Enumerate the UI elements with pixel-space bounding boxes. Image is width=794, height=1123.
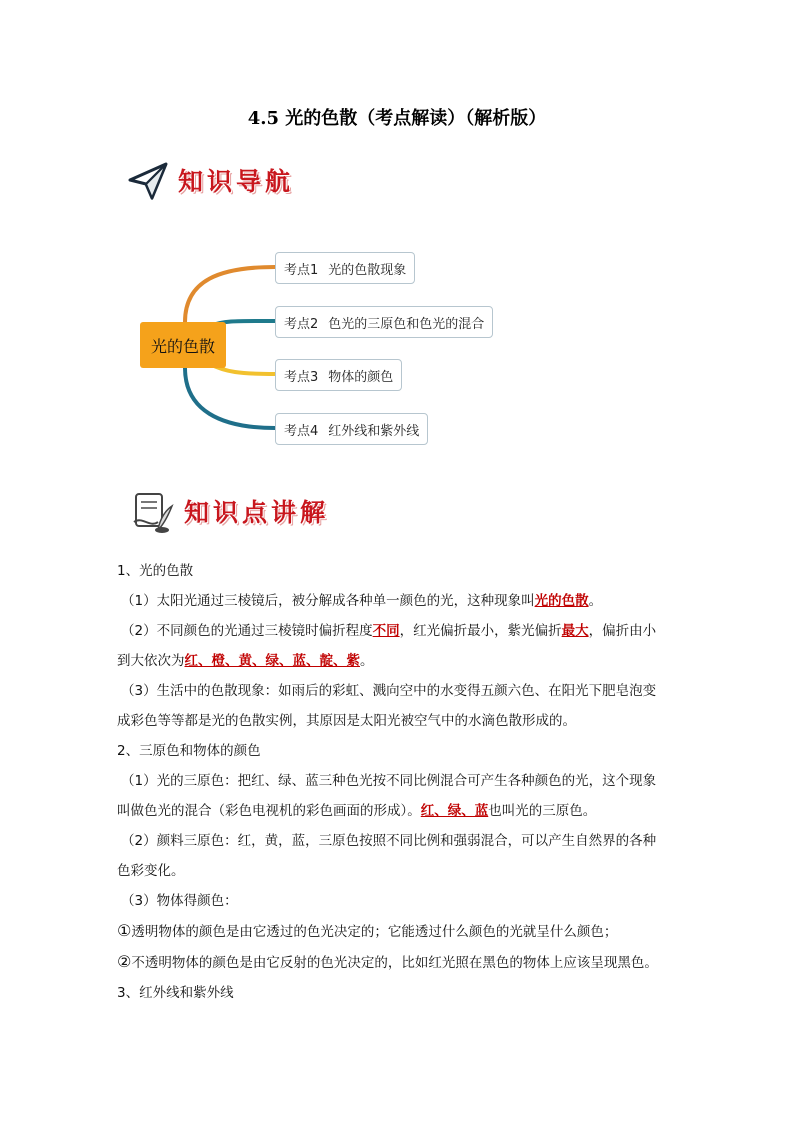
highlight-term: 不同 — [372, 623, 400, 639]
branch-text: 光的色散现象 — [328, 262, 407, 278]
section-2-heading: 2、三原色和物体的颜色 — [117, 743, 261, 759]
paragraph: 色彩变化。 — [117, 863, 185, 879]
circled-number: ① — [117, 921, 132, 940]
paragraph: 叫做色光的混合（彩色电视机的彩色画面的形成）。红、绿、蓝也叫光的三原色。 — [117, 803, 597, 819]
mindmap — [130, 240, 510, 450]
mindmap-center-node: 光的色散 — [140, 322, 226, 368]
paragraph: （2）不同颜色的光通过三棱镜时偏折程度不同，红光偏折最小，紫光偏折最大，偏折由小 — [121, 623, 657, 639]
highlight-term: 最大 — [561, 623, 589, 639]
mindmap-branch-2 — [275, 306, 493, 338]
paragraph: （3）生活中的色散现象：如雨后的彩虹、溅向空中的水变得五颜六色、在阳光下肥皂泡变 — [121, 683, 657, 699]
mindmap-branch-1 — [275, 252, 415, 284]
mindmap-branch-4 — [275, 413, 428, 445]
branch-number: 考点1 — [284, 262, 319, 278]
highlight-term: 红、橙、黄、绿、蓝、靛、紫 — [184, 653, 360, 669]
branch-number: 考点2 — [284, 316, 319, 332]
knowledge-banner-label: 知识点讲解 — [184, 498, 330, 527]
nav-banner — [128, 160, 294, 200]
section-3-heading: 3、红外线和紫外线 — [117, 985, 234, 1001]
mindmap-branch-3 — [275, 359, 402, 391]
page-title: 4.5 光的色散（考点解读）（解析版） — [247, 108, 547, 129]
section-1-heading: 1、光的色散 — [117, 563, 194, 579]
paragraph: （3）物体得颜色： — [121, 893, 238, 909]
highlight-term: 光的色散 — [534, 593, 589, 609]
branch-text: 物体的颜色 — [328, 369, 394, 385]
list-item: ①透明物体的颜色是由它透过的色光决定的；它能透过什么颜色的光就呈什么颜色； — [117, 921, 618, 940]
content-body — [117, 556, 677, 1008]
list-item: ②不透明物体的颜色是由它反射的色光决定的，比如红光照在黑色的物体上应该呈现黑色。 — [117, 952, 658, 971]
circled-number: ② — [117, 952, 132, 971]
branch-text: 色光的三原色和色光的混合 — [328, 316, 485, 332]
branch-number: 考点3 — [284, 369, 319, 385]
highlight-term: 红、绿、蓝 — [420, 803, 489, 819]
paragraph: 成彩色等等都是光的色散实例，其原因是太阳光被空气中的水滴色散形成的。 — [117, 713, 576, 729]
paper-plane-icon — [128, 160, 168, 200]
branch-number: 考点4 — [284, 423, 319, 439]
paragraph: （1）太阳光通过三棱镜后，被分解成各种单一颜色的光，这种现象叫光的色散。 — [121, 593, 603, 609]
paragraph: 到大依次为红、橙、黄、绿、蓝、靛、紫。 — [117, 653, 374, 669]
knowledge-banner — [128, 488, 329, 534]
scroll-quill-icon — [128, 488, 174, 534]
branch-text: 红外线和紫外线 — [328, 423, 420, 439]
nav-banner-label: 知识导航 — [178, 167, 295, 196]
paragraph: （1）光的三原色：把红、绿、蓝三种色光按不同比例混合可产生各种颜色的光，这个现象 — [121, 773, 657, 789]
paragraph: （2）颜料三原色：红，黄，蓝，三原色按照不同比例和强弱混合，可以产生自然界的各种 — [121, 833, 657, 849]
